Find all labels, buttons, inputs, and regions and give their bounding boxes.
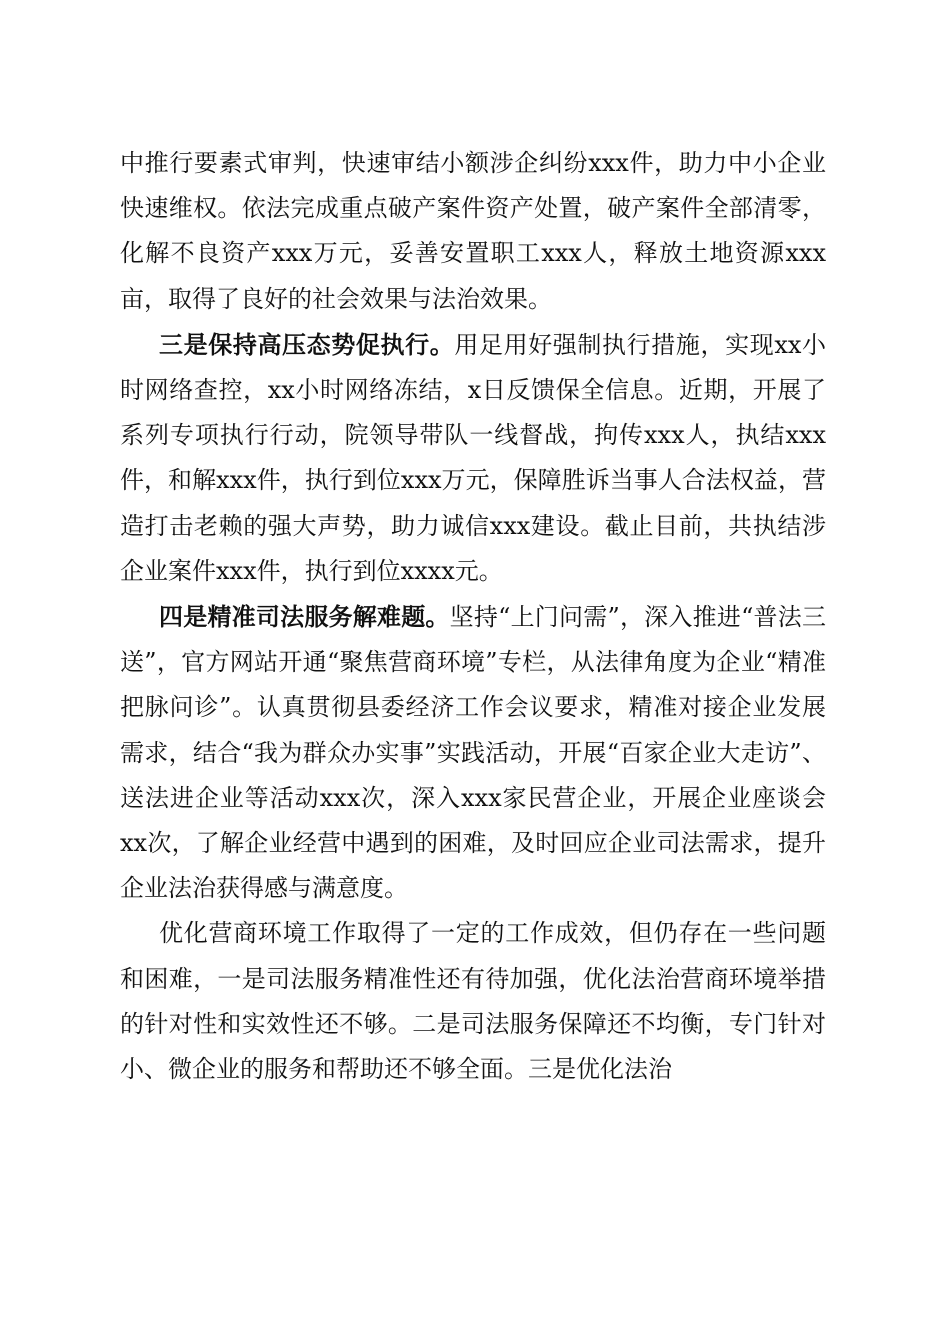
- paragraph-2-heading: 三是保持高压态势促执行。: [159, 329, 455, 359]
- paragraph-1: [120, 141, 826, 322]
- paragraph-1-text: 中推行要素式审判，快速审结小额涉企纠纷xxx件，助力中小企业快速维权。依法完成重点破产案件资产处置，破产案件全部清零，化解不良资产xxx万元，妥善安置职工xxx人，释放土地资源xxx亩，取得了良好的社会效果与法治效果。: [120, 149, 826, 313]
- document-page: [120, 141, 826, 1092]
- paragraph-2-text: 用足用好强制执行措施，实现xx小时网络查控，xx小时网络冻结，x日反馈保全信息。近期，开展了系列专项执行行动，院领导带队一线督战，拘传xxx人，执结xxx件，和解xxx件，执行到位xxx万元，保障胜诉当事人合法权益，营造打击老赖的强大声势，助力诚信xxx建设。截止目前，共执结涉企业案件xxx件，执行到位xxxx元。: [120, 330, 827, 585]
- paragraph-3: [120, 594, 826, 911]
- paragraph-3-heading: 四是精准司法服务解难题。: [159, 602, 450, 632]
- paragraph-4: [120, 911, 826, 1092]
- paragraph-3-text: 坚持“上门问需”，深入推进“普法三送”，官方网站开通“聚焦营商环境”专栏，从法律角度为企业“精准把脉问诊”。认真贯彻县委经济工作会议要求，精准对接企业发展需求，结合“我为群众办实事”实践活动，开展“百家企业大走访”、送法进企业等活动xxx次，深入xxx家民营企业，开展企业座谈会xx次，了解企业经营中遇到的困难，及时回应企业司法需求，提升企业法治获得感与满意度。: [120, 603, 826, 903]
- paragraph-4-text: 优化营商环境工作取得了一定的工作成效，但仍存在一些问题和困难，一是司法服务精准性还有待加强，优化法治营商环境举措的针对性和实效性还不够。二是司法服务保障还不均衡，专门针对小、微企业的服务和帮助还不够全面。三是优化法治: [120, 919, 826, 1084]
- paragraph-2: [120, 322, 826, 594]
